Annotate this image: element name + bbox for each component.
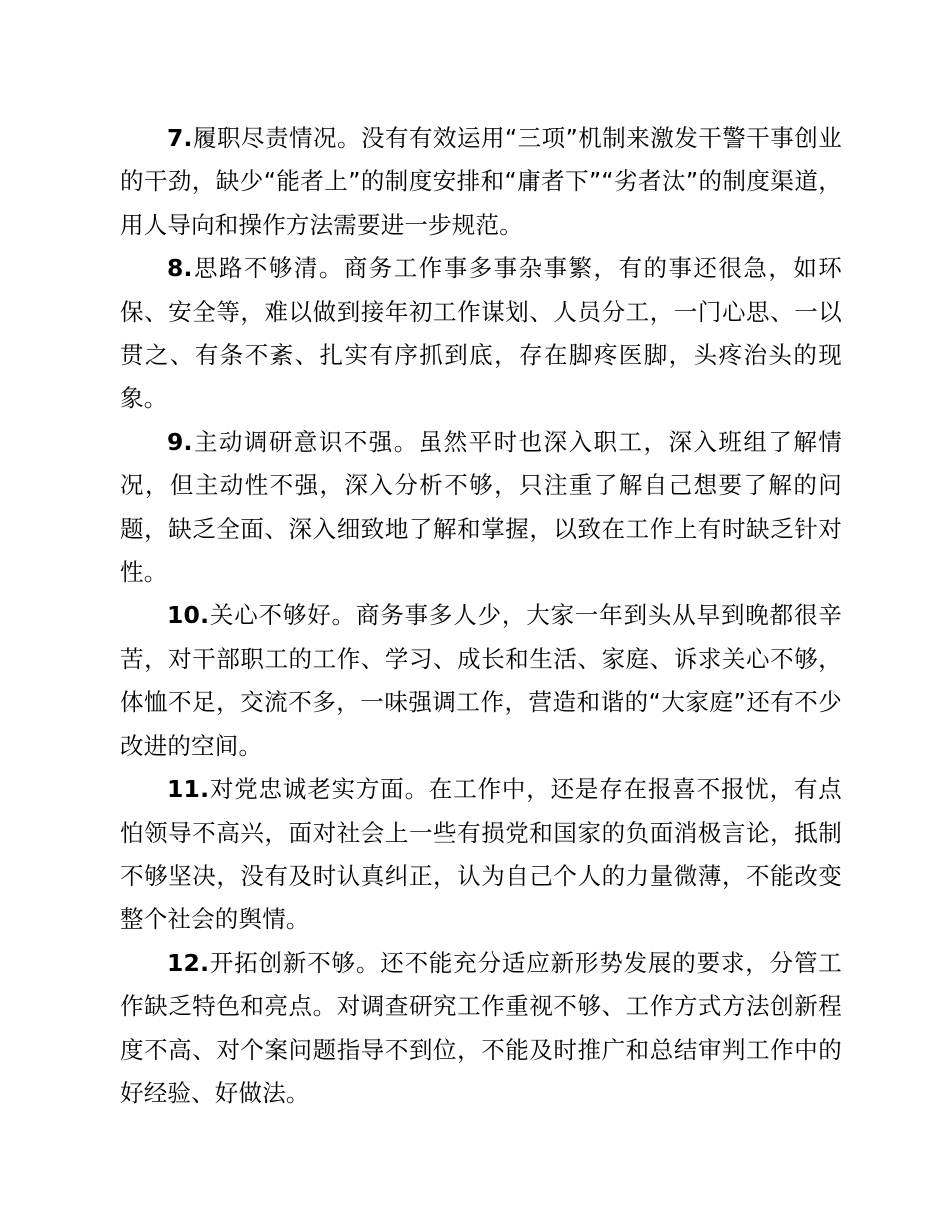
paragraph-12 [120,942,842,1116]
paragraph-text: 对党忠诚老实方面。在工作中，还是存在报喜不报忧，有点怕领导不高兴，面对社会上一些有损党和国家的负面消极言论，抵制不够坚决，没有及时认真纠正，认为自己个人的力量微薄，不能改变整个社会的舆情。 [120,775,842,934]
paragraph-7 [120,117,842,247]
paragraph-9 [120,421,842,595]
paragraph-11 [120,768,842,942]
paragraph-number: 11. [167,775,210,804]
paragraph-text: 关心不够好。商务事多人少，大家一年到头从早到晚都很辛苦，对干部职工的工作、学习、成长和生活、家庭、诉求关心不够，体恤不足，交流不多，一味强调工作，营造和谐的“大家庭”还有不少改进的空间。 [120,601,842,760]
paragraph-number: 10. [167,601,210,630]
paragraph-10 [120,594,842,768]
paragraph-number: 12. [167,948,210,977]
paragraph-number: 8. [167,254,193,283]
paragraph-text: 开拓创新不够。还不能充分适应新形势发展的要求，分管工作缺乏特色和亮点。对调查研究工作重视不够、工作方式方法创新程度不高、对个案问题指导不到位，不能及时推广和总结审判工作中的好经验、好做法。 [120,948,842,1107]
paragraph-8 [120,247,842,421]
document-body [120,117,842,1115]
paragraph-text: 主动调研意识不强。虽然平时也深入职工，深入班组了解情况，但主动性不强，深入分析不够，只注重了解自己想要了解的问题，缺乏全面、深入细致地了解和掌握，以致在工作上有时缺乏针对性。 [120,427,842,587]
paragraph-number: 9. [167,427,193,456]
paragraph-number: 7. [167,124,193,152]
paragraph-text: 履职尽责情况。没有有效运用“三项”机制来激发干警干事创业的干劲，缺少“能者上”的制度安排和“庸者下”“劣者汰”的制度渠道，用人导向和操作方法需要进一步规范。 [120,124,842,239]
paragraph-text: 思路不够清。商务工作事多事杂事繁，有的事还很急，如环保、安全等，难以做到接年初工作谋划、人员分工，一门心思、一以贯之、有条不紊、扎实有序抓到底，存在脚疼医脚，头疼治头的现象。 [120,254,842,413]
